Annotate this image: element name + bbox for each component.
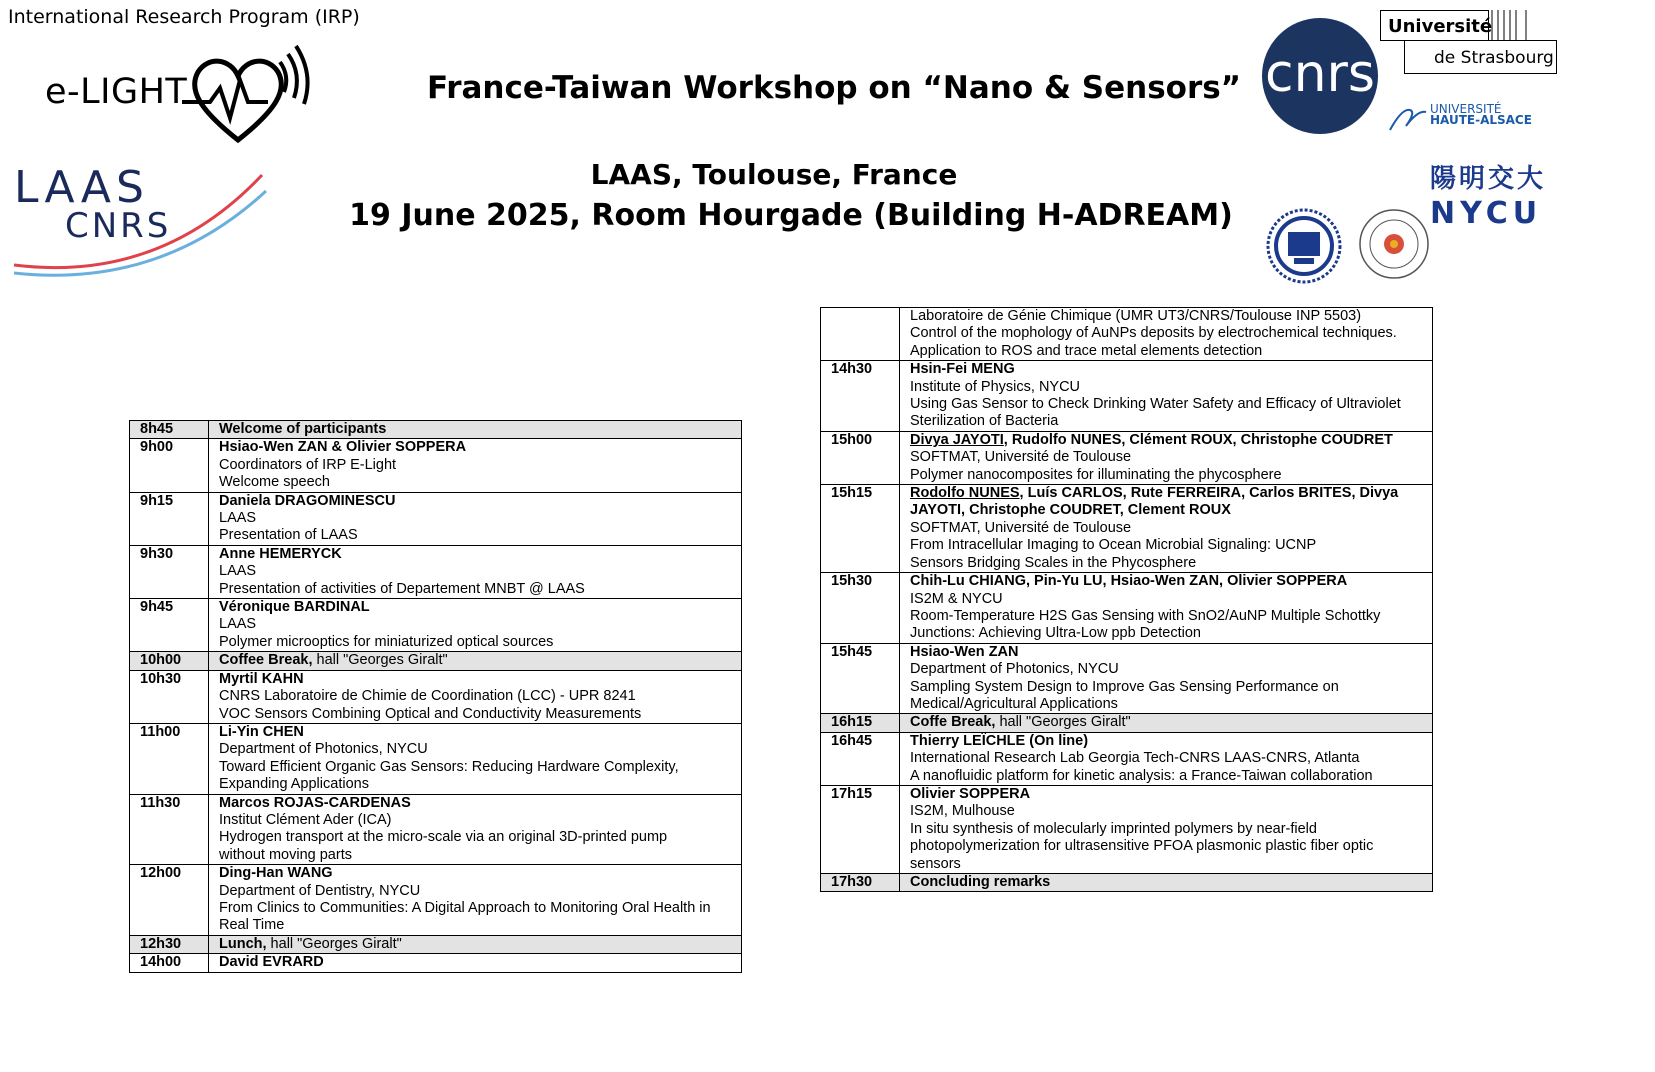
session-detail-line [910, 679, 1432, 696]
session-title [910, 308, 1432, 325]
session-title [219, 493, 741, 510]
session-text: SOFTMAT, Université de Toulouse [910, 449, 1132, 466]
session-text: Rodolfo NUNES [910, 485, 1020, 502]
session-text: Divya JAYOTI [910, 431, 1004, 448]
session-text: photopolymerization for ultrasensitive PFOA plasmonic plastic fiber optic [910, 838, 1374, 855]
session-detail-line [910, 696, 1432, 713]
session-time: 10h30 [130, 670, 209, 723]
session-title [910, 485, 1432, 502]
uha-line2: HAUTE-ALSACE [1430, 113, 1532, 127]
session-text: SOFTMAT, Université de Toulouse [910, 519, 1132, 536]
session-details [900, 643, 1433, 714]
schedule-row [821, 785, 1433, 873]
session-detail-line [910, 449, 1432, 466]
session-detail-line [219, 581, 741, 598]
session-text: Marcos ROJAS-CARDENAS [219, 794, 411, 811]
session-title [910, 573, 1432, 590]
session-detail-line [910, 750, 1432, 767]
session-text: Lunch, [219, 935, 267, 952]
session-detail-line [910, 608, 1432, 625]
session-text: Junctions: Achieving Ultra-Low ppb Detection [910, 625, 1201, 642]
elight-heart-icon [180, 40, 310, 150]
session-details [209, 723, 742, 794]
session-detail-line [219, 741, 741, 758]
session-text: IS2M & NYCU [910, 590, 1003, 607]
session-detail-line [910, 625, 1432, 642]
session-time: 9h45 [130, 599, 209, 652]
uha-mark-icon [1388, 104, 1428, 134]
session-detail-line [219, 847, 741, 864]
session-time: 12h00 [130, 865, 209, 936]
session-details [209, 954, 742, 972]
session-detail-line [910, 467, 1432, 484]
schedule-row [130, 935, 742, 953]
schedule-row [130, 865, 742, 936]
session-text: Institute of Physics, NYCU [910, 378, 1081, 395]
session-text: Welcome speech [219, 474, 330, 491]
session-detail-line [219, 510, 741, 527]
session-detail-line [219, 688, 741, 705]
session-detail-line [910, 502, 1432, 519]
session-details [900, 485, 1433, 573]
schedule-row [130, 421, 742, 439]
session-text: LAAS [219, 616, 257, 633]
schedule-row [821, 874, 1433, 892]
schedule-row [130, 439, 742, 492]
session-text: Anne HEMERYCK [219, 545, 342, 562]
unistra-line2: de Strasbourg [1434, 48, 1554, 68]
session-detail-line [219, 900, 741, 917]
program-label: International Research Program (IRP) [8, 6, 360, 28]
session-text: CNRS Laboratoire de Chimie de Coordination (LCC) - UPR 8241 [219, 688, 636, 705]
session-time: 11h30 [130, 794, 209, 865]
session-text: From Clinics to Communities: A Digital Approach to Monitoring Oral Health in [219, 899, 711, 916]
session-text: Ding-Han WANG [219, 865, 333, 882]
session-text: Application to ROS and trace metal elements detection [910, 342, 1263, 359]
nycu-chinese-logo: 陽明交大 [1430, 164, 1547, 194]
session-detail-line [910, 325, 1432, 342]
session-text: Concluding remarks [910, 874, 1051, 890]
session-time: 15h30 [821, 573, 900, 644]
session-details [209, 865, 742, 936]
session-title [219, 439, 741, 456]
session-text: Olivier SOPPERA [910, 785, 1031, 802]
session-text: LAAS [219, 563, 257, 580]
session-details [900, 573, 1433, 644]
session-text: Expanding Applications [219, 776, 369, 793]
session-detail-line [219, 634, 741, 651]
session-title [219, 936, 741, 953]
session-title [910, 432, 1432, 449]
schedule-row [821, 714, 1433, 732]
schedule-row [130, 652, 742, 670]
ym-seal-icon [1358, 208, 1430, 280]
session-text: Polymer microoptics for miniaturized optical sources [219, 633, 554, 650]
session-text: Hydrogen transport at the micro-scale via an original 3D-printed pump [219, 829, 668, 846]
session-details [209, 599, 742, 652]
schedule-row [130, 723, 742, 794]
session-text: without moving parts [219, 846, 352, 863]
session-details [209, 545, 742, 598]
session-time: 15h00 [821, 431, 900, 484]
laas-logo-text: LAAS [14, 162, 149, 213]
session-detail-line [219, 812, 741, 829]
session-time: 9h15 [130, 492, 209, 545]
session-time [821, 308, 900, 361]
session-text: Real Time [219, 917, 285, 934]
session-detail-line [910, 803, 1432, 820]
session-details [209, 935, 742, 953]
session-detail-line [219, 829, 741, 846]
session-text: Hsiao-Wen ZAN & Olivier SOPPERA [219, 439, 467, 456]
session-text: LAAS [219, 510, 257, 527]
schedule-left-body [130, 421, 742, 973]
session-text: Toward Efficient Organic Gas Sensors: Reducing Hardware Complexity, [219, 758, 679, 775]
session-text: Sterilization of Bacteria [910, 413, 1059, 430]
session-text: Institut Clément Ader (ICA) [219, 811, 392, 828]
session-text: Medical/Agricultural Applications [910, 695, 1118, 712]
session-time: 9h00 [130, 439, 209, 492]
session-detail-line [910, 343, 1432, 360]
session-detail-line [910, 555, 1432, 572]
session-time: 11h00 [130, 723, 209, 794]
session-detail-line [910, 413, 1432, 430]
session-detail-line [219, 917, 741, 934]
schedule-row [130, 670, 742, 723]
session-text-cont: , Luís CARLOS, Rute FERREIRA, Carlos BRITES, Divya [1019, 485, 1399, 502]
schedule-row [821, 431, 1433, 484]
session-details [209, 492, 742, 545]
session-text: David EVRARD [219, 954, 324, 971]
laas-swoosh-icon [10, 165, 270, 290]
session-detail-line [910, 661, 1432, 678]
session-text: JAYOTI, Christophe COUDRET, Clement ROUX [910, 502, 1231, 519]
session-detail-line [219, 706, 741, 723]
session-text: From Intracellular Imaging to Ocean Microbial Signaling: UCNP [910, 537, 1317, 554]
session-text: Department of Dentistry, NYCU [219, 882, 421, 899]
session-title [219, 599, 741, 616]
session-detail-line [219, 616, 741, 633]
uha-line1: UNIVERSITÉ [1430, 102, 1502, 116]
session-detail-line [219, 527, 741, 544]
schedule-row [821, 485, 1433, 573]
session-details [209, 794, 742, 865]
session-text: VOC Sensors Combining Optical and Conductivity Measurements [219, 705, 642, 722]
session-text: Coffee Break, [219, 652, 313, 669]
schedule-row [130, 954, 742, 972]
session-title [219, 865, 741, 882]
session-title [219, 546, 741, 563]
session-details [900, 361, 1433, 432]
session-detail-line [219, 474, 741, 491]
session-text: Chih-Lu CHIANG, Pin-Yu LU, Hsiao-Wen ZAN, Olivier SOPPERA [910, 573, 1348, 590]
session-detail-line [910, 838, 1432, 855]
session-detail-line [910, 856, 1432, 873]
nctu-seal-icon [1266, 208, 1342, 284]
session-time: 15h15 [821, 485, 900, 573]
session-details [209, 670, 742, 723]
workshop-title: France-Taiwan Workshop on “Nano & Sensors” [427, 70, 1242, 106]
session-text: Daniela DRAGOMINESCU [219, 492, 396, 509]
session-time: 16h45 [821, 732, 900, 785]
session-location: hall "Georges Giralt" [266, 935, 402, 952]
session-title [910, 714, 1432, 731]
session-time: 17h15 [821, 785, 900, 873]
session-details [900, 732, 1433, 785]
session-detail-line [910, 768, 1432, 785]
cnrs-logo: cnrs [1262, 18, 1378, 134]
unistra-line1: Université [1388, 16, 1493, 37]
schedule-row [130, 794, 742, 865]
session-detail-line [910, 591, 1432, 608]
session-text: International Research Lab Georgia Tech-CNRS LAAS-CNRS, Atlanta [910, 750, 1360, 767]
session-text: A nanofluidic platform for kinetic analysis: a France-Taiwan collaboration [910, 767, 1373, 784]
session-text: In situ synthesis of molecularly imprinted polymers by near-field [910, 820, 1317, 837]
session-title [910, 361, 1432, 378]
session-time: 14h00 [130, 954, 209, 972]
session-text: Control of the mophology of AuNPs deposits by electrochemical techniques. [910, 325, 1397, 342]
schedule-row [821, 573, 1433, 644]
session-detail-line [910, 821, 1432, 838]
session-text: Polymer nanocomposites for illuminating the phycosphere [910, 466, 1282, 483]
session-text: Hsiao-Wen ZAN [910, 643, 1019, 660]
session-location: hall "Georges Giralt" [312, 652, 448, 669]
session-text: Room-Temperature H2S Gas Sensing with SnO2/AuNP Multiple Schottky [910, 607, 1381, 624]
session-detail-line [910, 379, 1432, 396]
session-text: Sampling System Design to Improve Gas Sensing Performance on [910, 678, 1339, 695]
session-text: Véronique BARDINAL [219, 599, 370, 616]
uha-logo [1430, 104, 1532, 126]
session-time: 12h30 [130, 935, 209, 953]
session-title [219, 421, 741, 438]
session-details [209, 439, 742, 492]
session-detail-line [219, 776, 741, 793]
session-details [900, 431, 1433, 484]
session-text: Using Gas Sensor to Check Drinking Water Safety and Efficacy of Ultraviolet [910, 396, 1401, 413]
session-text: Myrtil KAHN [219, 670, 304, 687]
session-text: sensors [910, 855, 961, 872]
schedule-row [821, 361, 1433, 432]
session-text: Welcome of participants [219, 421, 387, 437]
nycu-logo: NYCU [1430, 196, 1543, 231]
session-time: 10h00 [130, 652, 209, 670]
schedule-right-body [821, 308, 1433, 892]
schedule-row [821, 732, 1433, 785]
session-title [910, 733, 1432, 750]
session-title [910, 786, 1432, 803]
session-detail-line [910, 520, 1432, 537]
session-text: Department of Photonics, NYCU [219, 741, 428, 758]
session-text: Department of Photonics, NYCU [910, 661, 1119, 678]
session-time: 16h15 [821, 714, 900, 732]
session-time: 15h45 [821, 643, 900, 714]
session-text: Presentation of LAAS [219, 527, 358, 544]
session-time: 9h30 [130, 545, 209, 598]
session-location: hall "Georges Giralt" [995, 714, 1131, 731]
session-time: 14h30 [821, 361, 900, 432]
session-text: Li-Yin CHEN [219, 723, 304, 740]
venue-location: LAAS, Toulouse, France [590, 158, 958, 191]
session-text: Coordinators of IRP E-Light [219, 456, 397, 473]
session-detail-line [219, 759, 741, 776]
session-detail-line [910, 537, 1432, 554]
session-details [900, 714, 1433, 732]
session-details [209, 421, 742, 439]
session-title [219, 795, 741, 812]
session-title [910, 874, 1432, 891]
schedule-row [130, 492, 742, 545]
session-detail-line [219, 457, 741, 474]
schedule-row [130, 599, 742, 652]
schedule-table-left [129, 420, 742, 973]
session-title [219, 724, 741, 741]
session-text: Hsin-Fei MENG [910, 361, 1015, 378]
unistra-logo [1380, 10, 1558, 74]
session-details [900, 308, 1433, 361]
session-detail-line [219, 563, 741, 580]
session-title [219, 954, 741, 971]
session-text: Coffe Break, [910, 714, 996, 731]
elight-logo-text: e-LIGHT [45, 72, 188, 112]
session-time: 8h45 [130, 421, 209, 439]
schedule-table-right [820, 307, 1433, 892]
session-text: IS2M, Mulhouse [910, 803, 1015, 820]
session-details [209, 652, 742, 670]
session-text-cont: , Rudolfo NUNES, Clément ROUX, Christophe COUDRET [1003, 431, 1393, 448]
session-detail-line [219, 883, 741, 900]
schedule-row [821, 308, 1433, 361]
session-title [219, 671, 741, 688]
session-text: Sensors Bridging Scales in the Phycosphere [910, 554, 1197, 571]
schedule-row [821, 643, 1433, 714]
session-text: Presentation of activities of Departement MNBT @ LAAS [219, 580, 585, 597]
schedule-row [130, 545, 742, 598]
session-text: Laboratoire de Génie Chimique (UMR UT3/CNRS/Toulouse INP 5503) [910, 308, 1362, 324]
session-title [219, 652, 741, 669]
session-title [910, 644, 1432, 661]
session-detail-line [910, 396, 1432, 413]
session-text: Thierry LEÏCHLE (On line) [910, 732, 1089, 749]
venue-date-room: 19 June 2025, Room Hourgade (Building H-ADREAM) [349, 198, 1233, 233]
session-time: 17h30 [821, 874, 900, 892]
session-details [900, 785, 1433, 873]
session-details [900, 874, 1433, 892]
laas-cnrs-logo-text: CNRS [65, 206, 172, 246]
